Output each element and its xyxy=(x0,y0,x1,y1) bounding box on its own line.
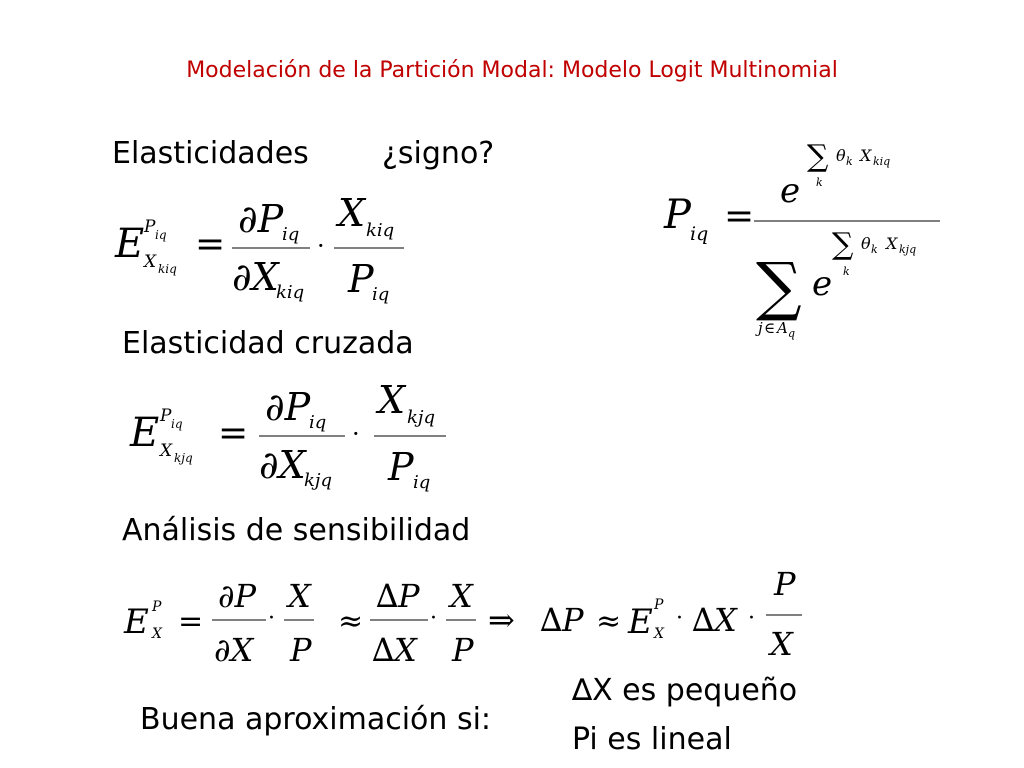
svg-text:P: P xyxy=(152,599,162,615)
direct-elasticity-equation xyxy=(110,190,420,320)
svg-text:∆: ∆ xyxy=(376,577,399,615)
svg-text:X: X xyxy=(288,577,311,615)
svg-text:⇒: ⇒ xyxy=(488,601,515,639)
svg-text:=: = xyxy=(178,604,204,639)
heading-elasticidades: Elasticidades xyxy=(112,136,309,171)
svg-text:iq: iq xyxy=(309,412,327,433)
svg-text:kiq: kiq xyxy=(873,155,891,168)
svg-text:∂X: ∂X xyxy=(259,443,306,487)
svg-text:iq: iq xyxy=(171,417,183,431)
svg-text:P: P xyxy=(774,565,796,603)
svg-text:kjq: kjq xyxy=(304,470,333,491)
buena-aproximacion-label: Buena aproximación si: xyxy=(140,702,492,737)
svg-text:∂P: ∂P xyxy=(218,577,257,615)
svg-text:e: e xyxy=(780,171,801,211)
svg-text:X: X xyxy=(160,441,173,461)
svg-text:q: q xyxy=(788,327,796,340)
logit-probability-equation xyxy=(660,130,960,350)
svg-text:k: k xyxy=(846,155,853,168)
svg-text:k: k xyxy=(843,265,850,278)
svg-text:kiq: kiq xyxy=(366,220,395,241)
svg-text:X: X xyxy=(378,378,406,422)
heading-signo: ¿signo? xyxy=(382,136,495,171)
heading-elasticidad-cruzada: Elasticidad cruzada xyxy=(122,326,414,361)
svg-text:∂P: ∂P xyxy=(238,197,284,241)
svg-text:P: P xyxy=(348,257,374,301)
svg-text:∂X: ∂X xyxy=(232,255,279,299)
svg-text:kiq: kiq xyxy=(158,262,177,276)
condition-pi-lineal: Pi es lineal xyxy=(572,722,732,757)
svg-text:·: · xyxy=(268,606,275,631)
svg-text:·: · xyxy=(352,420,360,448)
svg-text:X: X xyxy=(714,601,737,639)
svg-text:P: P xyxy=(562,601,584,639)
svg-text:E: E xyxy=(115,221,145,267)
svg-text:X: X xyxy=(770,625,793,663)
svg-text:∑: ∑ xyxy=(807,139,829,174)
svg-text:X: X xyxy=(338,191,366,235)
svg-text:·: · xyxy=(317,232,325,260)
svg-text:iq: iq xyxy=(372,284,390,305)
svg-text:≈: ≈ xyxy=(596,604,622,639)
svg-text:θ: θ xyxy=(836,146,846,165)
svg-text:X: X xyxy=(886,234,898,253)
svg-text:=: = xyxy=(724,196,755,237)
slide-title: Modelación de la Partición Modal: Modelo Logit Multinomial xyxy=(186,58,838,83)
svg-text:P: P xyxy=(452,631,474,669)
svg-text:X: X xyxy=(144,252,157,272)
svg-text:P: P xyxy=(290,631,312,669)
svg-text:A: A xyxy=(777,319,788,337)
svg-text:E: E xyxy=(130,410,160,456)
svg-text:X: X xyxy=(152,626,162,642)
svg-text:iq: iq xyxy=(155,228,167,242)
svg-text:=: = xyxy=(218,413,249,454)
heading-analisis-sensibilidad: Análisis de sensibilidad xyxy=(122,513,471,548)
svg-text:j: j xyxy=(758,319,763,337)
svg-text:∆: ∆ xyxy=(372,631,395,669)
svg-text:∆: ∆ xyxy=(540,601,563,639)
svg-text:kjq: kjq xyxy=(407,407,436,428)
svg-text:iq: iq xyxy=(690,223,709,245)
condition-delta-x: ∆X es pequeño xyxy=(572,673,798,708)
svg-text:∑: ∑ xyxy=(832,227,854,262)
svg-text:P: P xyxy=(388,445,414,489)
svg-text:P: P xyxy=(654,597,664,613)
svg-text:e: e xyxy=(812,264,833,304)
svg-text:X: X xyxy=(860,146,872,165)
svg-text:kjq: kjq xyxy=(174,451,193,465)
sensitivity-equation xyxy=(120,565,820,675)
svg-text:X: X xyxy=(654,626,664,642)
svg-text:·: · xyxy=(676,606,683,631)
svg-text:P: P xyxy=(664,192,691,238)
svg-text:kjq: kjq xyxy=(899,243,917,256)
svg-text:iq: iq xyxy=(282,224,300,245)
svg-text:∈: ∈ xyxy=(764,319,776,337)
svg-text:iq: iq xyxy=(413,472,431,493)
svg-text:X: X xyxy=(394,631,417,669)
svg-text:∂P: ∂P xyxy=(265,385,311,429)
svg-text:k: k xyxy=(871,243,878,256)
cross-elasticity-equation xyxy=(120,378,460,508)
svg-text:≈: ≈ xyxy=(338,604,364,639)
svg-text:P: P xyxy=(160,406,172,426)
svg-text:=: = xyxy=(195,224,226,265)
svg-text:E: E xyxy=(628,602,653,642)
svg-text:P: P xyxy=(398,577,420,615)
svg-text:·: · xyxy=(430,606,437,631)
svg-text:∂X: ∂X xyxy=(214,631,254,669)
svg-text:P: P xyxy=(144,217,156,237)
svg-text:X: X xyxy=(450,577,473,615)
svg-text:kiq: kiq xyxy=(276,282,305,303)
svg-text:·: · xyxy=(748,606,755,631)
svg-text:∆: ∆ xyxy=(692,601,715,639)
svg-text:E: E xyxy=(124,602,149,642)
svg-text:∑: ∑ xyxy=(756,250,802,324)
svg-text:k: k xyxy=(816,176,823,189)
svg-text:θ: θ xyxy=(861,234,871,253)
